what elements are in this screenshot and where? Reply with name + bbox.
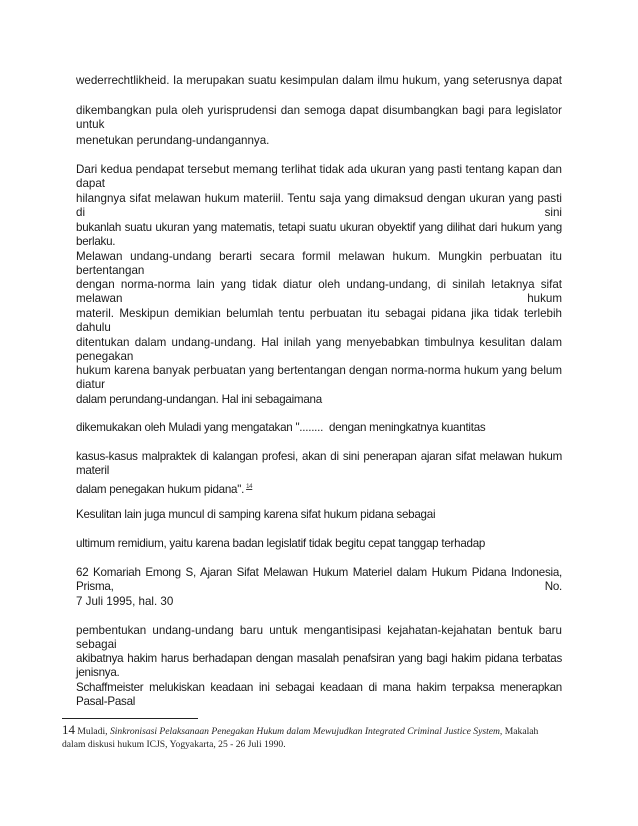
paragraph-line: hilangnya sifat melawan hukum materiil. Tentu saja yang dimaksud dengan ukuran yang pasti di sini — [76, 192, 562, 219]
paragraph-line: kasus-kasus malpraktek di kalangan profesi, akan di sini penerapan ajaran sifat melawan hukum materil — [76, 450, 562, 477]
paragraph-line — [76, 480, 562, 494]
footnote-number: 14 — [62, 722, 75, 737]
citation-line: 7 Juli 1995, hal. 30 — [76, 595, 174, 608]
citation-line: 62 Komariah Emong S, Ajaran Sifat Melawan Hukum Materiel dalam Hukum Pidana Indonesia, Prisma, No. — [76, 566, 562, 593]
paragraph-line: hukum karena banyak perbuatan yang bertentangan dengan norma-norma hukum yang belum diatur — [76, 364, 562, 391]
paragraph-line: Melawan undang-undang berarti secara formil melawan hukum. Mungkin perbuatan itu bertentangan — [76, 250, 562, 277]
footnote — [62, 724, 538, 738]
paragraph-line: pembentukan undang-undang baru untuk mengantisipasi kejahatan-kejahatan bentuk baru sebagai — [76, 624, 562, 651]
footnote-title: Sinkronisasi Pelaksanaan Penegakan Hukum dalam Mewujudkan Integrated Criminal Justice System, — [109, 726, 503, 737]
paragraph-line: Schaffmeister melukiskan keadaan ini sebagai keadaan di mana hakim terpaksa menerapkan Pasal-Pasal — [76, 681, 562, 708]
footnote-line: dalam diskusi hukum ICJS, Yogyakarta, 25 - 26 Juli 1990. — [62, 739, 286, 750]
paragraph-line: dalam perundang-undangan. Hal ini sebagaimana — [76, 393, 322, 406]
paragraph-line: dengan norma-norma lain yang tidak diatur oleh undang-undang, di sinilah letaknya sifat melawan hukum — [76, 278, 562, 305]
paragraph-line: menetukan perundang-undangannya. — [76, 134, 270, 147]
paragraph-line: akibatnya hakim harus berhadapan dengan masalah penafsiran yang bagi hakim pidana terbatas jenisnya. — [76, 652, 562, 679]
quote-end-text: dalam penegakan hukum pidana". — [76, 482, 245, 496]
paragraph-line: ultimum remidium, yaitu karena badan legislatif tidak begitu cepat tanggap terhadap — [76, 537, 486, 550]
footnote-divider — [62, 718, 198, 719]
paragraph-line: bukanlah suatu ukuran yang matematis, tetapi suatu ukuran obyektif yang dilihat dari hukum yang berlaku. — [76, 221, 562, 248]
paragraph-line: materil. Meskipun demikian belumlah tentu perbuatan itu sebagai pidana jika tidak terlebih dahulu — [76, 307, 562, 334]
paragraph-line: dengan meningkatnya kuantitas — [329, 421, 486, 434]
paragraph-line: Kesulitan lain juga muncul di samping karena sifat hukum pidana sebagai — [76, 508, 436, 521]
footnote-rest: Makalah — [504, 726, 539, 737]
footnote-ref[interactable]: 14 — [246, 484, 253, 490]
paragraph-line: ditentukan dalam undang-undang. Hal inilah yang menyebabkan timbulnya kesulitan dalam penegakan — [76, 336, 562, 363]
paragraph-line: Dari kedua pendapat tersebut memang terlihat tidak ada ukuran yang pasti tentang kapan dan dapat — [76, 163, 562, 190]
paragraph-line: dikembangkan pula oleh yurisprudensi dan semoga dapat disumbangkan bagi para legislator untuk — [76, 104, 562, 131]
paragraph-line: wederrechtlikheid. Ia merupakan suatu kesimpulan dalam ilmu hukum, yang seterusnya dapat — [76, 74, 562, 87]
footnote-author: Muladi, — [77, 726, 108, 737]
paragraph-line: dikemukakan oleh Muladi yang mengatakan "........ — [76, 421, 324, 434]
